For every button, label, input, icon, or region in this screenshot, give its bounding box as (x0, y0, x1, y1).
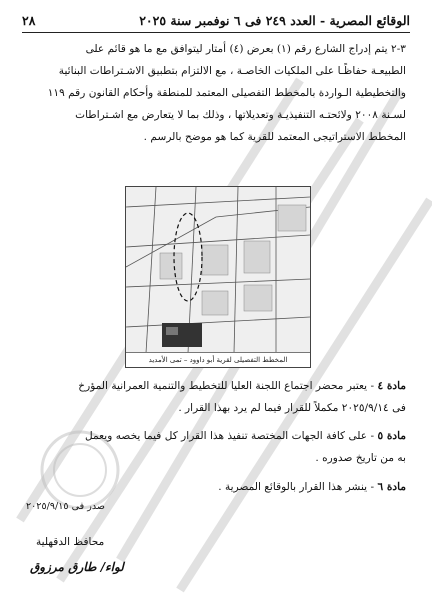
governor-name: لواء/ طارق مرزوق (30, 560, 124, 574)
article-6-text: - ينشر هذا القرار بالوقائع المصرية . (218, 481, 378, 493)
clause-line-3: والتخطيطية الـواردة بالمخطط التفصيلى المعتمد للمنطقة وأحكام القانون رقم ١١٩ (47, 87, 406, 99)
issue-date (26, 496, 406, 518)
issued-text: صدر فى ٢٠٢٥/٩/١٥ (26, 501, 106, 512)
figure-caption: المخطط التفصيلى لقرية أبو داوود – تمى الأمديد (126, 352, 310, 367)
article-5-line-1: - على كافة الجهات المختصة تنفيذ هذا القرار كل فيما يخصه ويعمل (85, 430, 378, 442)
governor-title: محافظ الدقهلية (36, 536, 105, 548)
article-6 (26, 476, 406, 498)
article-4-line-1: - يعتبر محضر اجتماع اللجنة العليا للتخطيط والتنمية العمرانية المؤرخ (78, 380, 378, 392)
page-header (22, 8, 410, 33)
article-4-label: مادة ٤ (377, 380, 406, 392)
clause-3-2 (26, 38, 406, 148)
article-6-label: مادة ٦ (377, 481, 406, 493)
clause-line-5: المخطط الاستراتيجى المعتمد للقرية كما هو موضح بالرسم . (143, 131, 406, 143)
running-title: الوقائع المصرية - العدد ٢٤٩ فى ٦ نوفمبر سنة ٢٠٢٥ (139, 12, 410, 28)
map-drawing (126, 187, 310, 353)
page-number: ٢٨ (22, 12, 36, 28)
village-plan-map (125, 186, 311, 368)
clause-line-1: ٣-٢ يتم إدراج الشارع رقم (١) بعرض (٤) أمتار ليتوافق مع ما هو قائم على (85, 43, 406, 55)
clause-line-2: الطبيعـة حفاظًـا على الملكيات الخاصـة ، مع الالتزام بتطبيق الاشـتراطات البنائية (58, 65, 406, 77)
article-5-line-2: به من تاريخ صدوره . (315, 452, 406, 464)
article-4-line-2: فى ٢٠٢٥/٩/١٤ مكملاً للقرار فيما لم يرد بهذا القرار . (178, 402, 406, 414)
article-4 (26, 375, 406, 419)
article-5 (26, 425, 406, 469)
article-5-label: مادة ٥ (377, 430, 406, 442)
clause-line-4: لسـنة ٢٠٠٨ ولائحتـه التنفيذيـة وتعديلاتها ، وذلك بما لا يتعارض مع اشـتراطات (75, 109, 406, 121)
